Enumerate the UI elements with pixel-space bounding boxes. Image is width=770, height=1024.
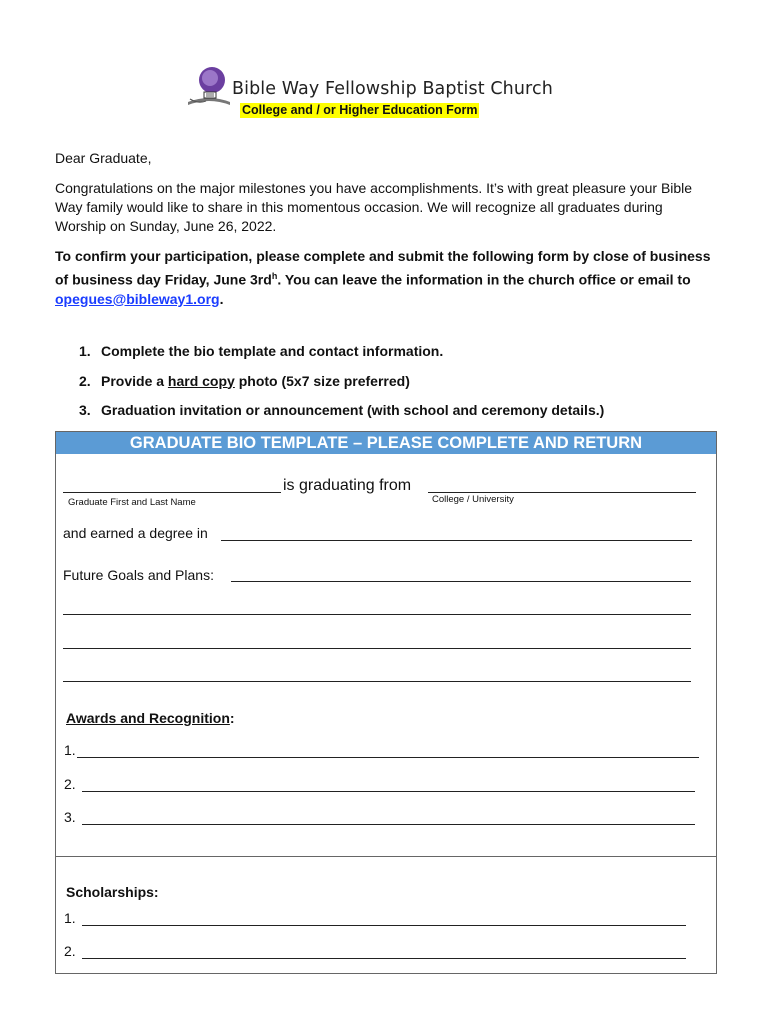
- instructions-text-2: . You can leave the information in the church office or email to: [277, 271, 691, 288]
- awards-heading: [66, 710, 235, 726]
- step-item: [79, 402, 604, 432]
- email-link[interactable]: opegues@bibleway1.org: [55, 290, 220, 307]
- instructions-end: .: [219, 290, 224, 307]
- instructions-paragraph: [55, 247, 715, 309]
- steps-list: [79, 343, 604, 432]
- scholarship-line[interactable]: [82, 958, 686, 959]
- goals-label: Future Goals and Plans:: [63, 567, 214, 583]
- intro-paragraph: Congratulations on the major milestones you have accomplishments. It’s with great pleasure your Bible Way family would like to share in this momentous occasion. We will recognize all graduates during Worship on Sunday, June 26, 2022.: [55, 180, 693, 234]
- award-line[interactable]: [82, 791, 695, 792]
- church-name: Bible Way Fellowship Baptist Church: [232, 79, 553, 99]
- step-text: Graduation invitation or announcement (with school and ceremony details.): [101, 402, 605, 418]
- scholarship-line[interactable]: [82, 925, 686, 926]
- degree-label: and earned a degree in: [63, 525, 208, 541]
- instructions-text: To confirm your participation, please complete and submit the following form by close of business of business day Friday, June 3rd: [55, 248, 711, 288]
- step-number: 2.: [79, 372, 91, 389]
- step-text: Provide a: [101, 372, 168, 389]
- degree-line[interactable]: [221, 540, 692, 541]
- step-text: photo (5x7 size preferred): [234, 372, 410, 389]
- scholarship-number: 2.: [64, 943, 76, 959]
- instructions-sup: h: [271, 270, 278, 281]
- section-divider: [56, 856, 716, 857]
- award-number: 3.: [64, 809, 76, 825]
- award-line[interactable]: [77, 757, 699, 758]
- step-text: Complete the bio template and contact information.: [101, 343, 444, 359]
- church-logo: [186, 64, 232, 110]
- award-number: 2.: [64, 776, 76, 792]
- step-number: 1.: [79, 343, 91, 359]
- scholarship-number: 1.: [64, 910, 76, 926]
- goals-line[interactable]: [63, 648, 691, 649]
- graduate-name-caption: Graduate First and Last Name: [68, 497, 196, 508]
- salutation: Dear Graduate,: [55, 150, 152, 166]
- goals-line[interactable]: [231, 581, 691, 582]
- scholarships-label: Scholarships:: [66, 884, 159, 900]
- graduate-name-line[interactable]: [63, 492, 281, 493]
- goals-line[interactable]: [63, 614, 691, 615]
- award-line[interactable]: [82, 824, 695, 825]
- award-number: 1.: [64, 742, 76, 758]
- step-text-underlined: hard copy: [167, 372, 235, 389]
- awards-label: Awards and Recognition: [66, 710, 230, 726]
- form-title: College and / or Higher Education Form: [242, 103, 478, 117]
- goals-line[interactable]: [63, 681, 691, 682]
- form-header: GRADUATE BIO TEMPLATE – PLEASE COMPLETE AND RETURN: [56, 432, 716, 454]
- step-item: [79, 343, 604, 373]
- college-caption: College / University: [432, 494, 514, 505]
- step-item: [79, 373, 604, 403]
- step-number: 3.: [79, 402, 91, 418]
- awards-colon: :: [229, 710, 235, 726]
- is-graduating-label: is graduating from: [283, 477, 412, 494]
- college-line[interactable]: [428, 492, 696, 493]
